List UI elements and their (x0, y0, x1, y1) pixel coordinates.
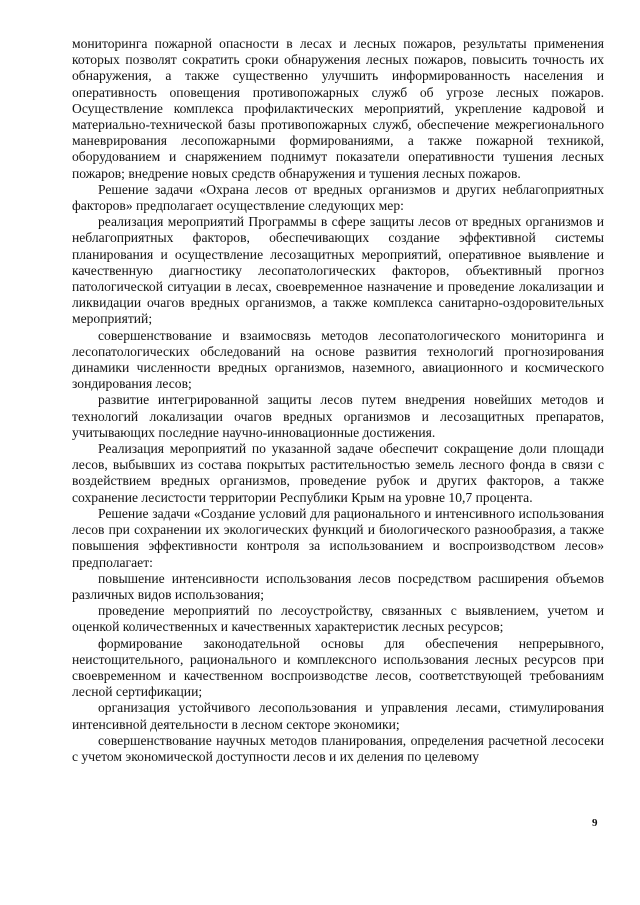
paragraph-measure-program: реализация мероприятий Программы в сфере защиты лесов от вредных организмов и неблагоприятных факторов, обеспечивающих создание эффективной системы планирования и осуществление лесозащитных мероприятий, оперативное выявление и качественную диагностику лесопатологических факторов, объективный прогноз патологической ситуации в лесах, своевременное назначение и проведение локализации и ликвидации очагов вредных организмов, а также комплекса санитарно-оздоровительных мероприятий; (72, 214, 604, 327)
paragraph-item-sustainable-use: организация устойчивого лесопользования и управления лесами, стимулирования интенсивной деятельности в лесном секторе экономики; (72, 700, 604, 732)
paragraph-outcome: Реализация мероприятий по указанной задаче обеспечит сокращение доли площади лесов, выбывших из состава покрытых растительностью земель лесного фонда в связи с воздействием вредных организмов, проведение рубок и других факторов, а также сохранение лесистости территории Республики Крым на уровне 10,7 процента. (72, 441, 604, 505)
paragraph-measure-integrated-protection: развитие интегрированной защиты лесов путем внедрения новейших методов и технологий локализации очагов вредных организмов и лесозащитных препаратов, учитывающих последние научно-инновационные достижения. (72, 392, 604, 440)
paragraph-item-intensity: повышение интенсивности использования лесов посредством расширения объемов различных видов использования; (72, 570, 604, 602)
paragraph-item-planning-methods: совершенствование научных методов планирования, определения расчетной лесосеки с учетом экономической доступности лесов и их деления по целевому (72, 732, 604, 764)
paragraph-measure-monitoring: совершенствование и взаимосвязь методов лесопатологического мониторинга и лесопатологических обследований на основе развития технологий прогнозирования динамики численности вредных организмов, наземного, авиационного и космического зондирования лесов; (72, 327, 604, 392)
page-number: 9 (592, 817, 598, 829)
paragraph-task-protection: Решение задачи «Охрана лесов от вредных организмов и других неблагоприятных факторов» предполагает осуществление следующих мер: (72, 181, 604, 214)
body-text (72, 36, 604, 765)
paragraph-item-forest-inventory: проведение мероприятий по лесоустройству, связанных с выявлением, учетом и оценкой количественных и качественных характеристик лесных ресурсов; (72, 603, 604, 635)
paragraph-task-rational-use: Решение задачи «Создание условий для рационального и интенсивного использования лесов при сохранении их экологических функций и биологического разнообразия, а также повышения эффективности контроля за использованием и воспроизводством лесов» предполагает: (72, 505, 604, 570)
paragraph-continuation: мониторинга пожарной опасности в лесах и лесных пожаров, результаты применения которых позволят сократить сроки обнаружения лесных пожаров, повысить точность их обнаружения, а также существенно улучшить информированность населения и оперативность оповещения противопожарных служб об угрозе лесных пожаров. Осуществление комплекса профилактических мероприятий, укрепление кадровой и материально-технической базы противопожарных служб, обеспечение межрегионального маневрирования лесопожарными формированиями, а также пожарной техникой, оборудованием и снаряжением поднимут показатели оперативности тушения лесных пожаров; внедрение новых средств обнаружения и тушения лесных пожаров. (72, 36, 604, 181)
paragraph-item-legislation: формирование законодательной основы для обеспечения непрерывного, неистощительного, рационального и комплексного использования лесных ресурсов при своевременном и качественном воспроизводстве лесов, соответствующей требованиям лесной сертификации; (72, 635, 604, 700)
